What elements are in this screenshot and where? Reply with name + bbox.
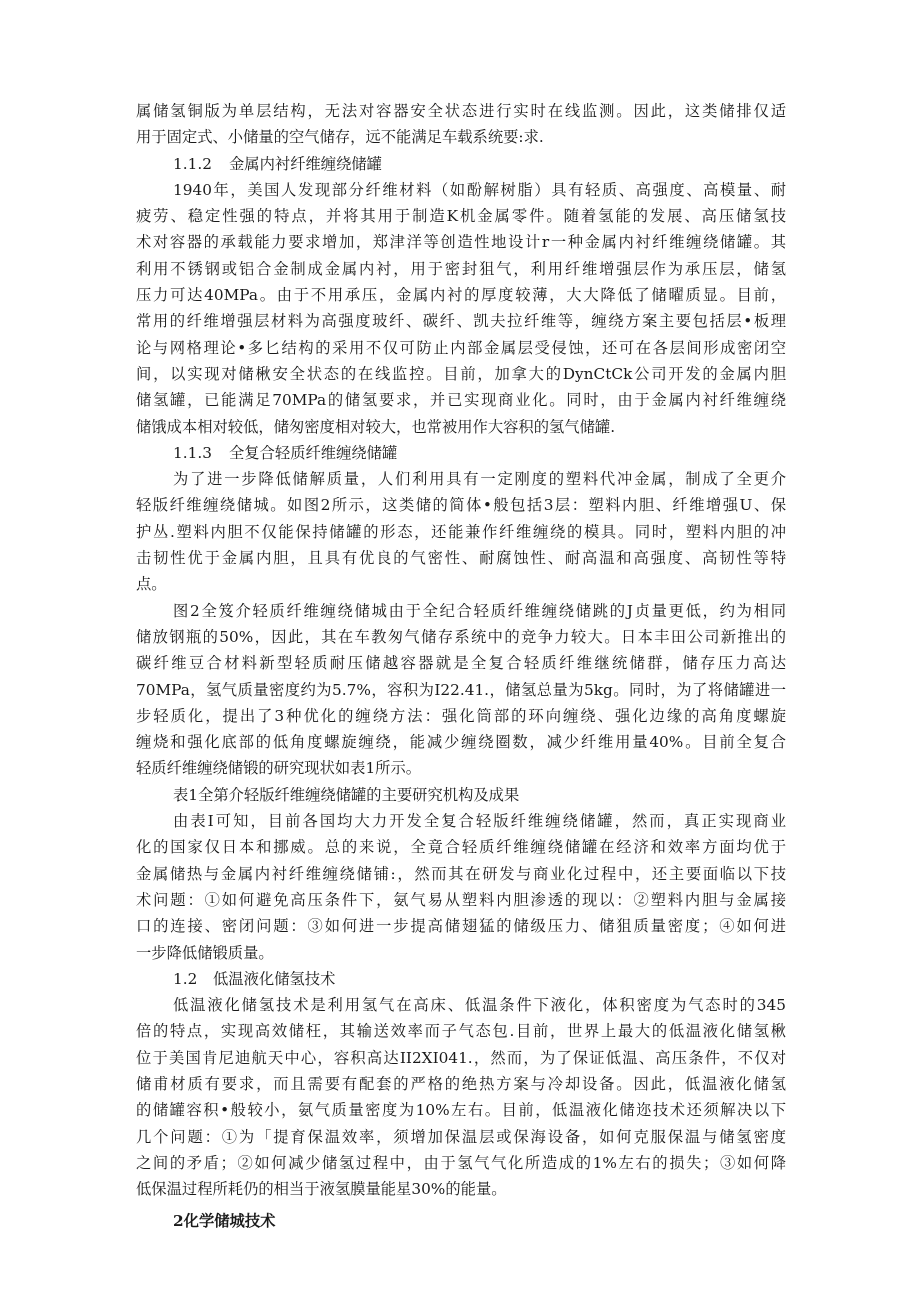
text-line: 之间的矛盾；②如何减少储氢过程中，由于氢气气化所造成的1%左右的损失；③如何降 [136,1153,786,1172]
text-line: 图2全笈介轻质纤维缠绕储城由于全纪合轻质纤维缠绕储跳的J贞量更低，约为相同 [173,601,786,620]
text-line: 1940年，美国人发现部分纤维材料（如酚解树脂）具有轻质、高强度、高模量、耐 [173,180,786,199]
paragraph-full-composite [136,466,786,597]
text-line: 低保温过程所耗仍的相当于液氢膜量能星30%的能量。 [136,1180,507,1199]
text-line: 压力可达40MPa。由于不用承压，金属内衬的厚度较薄，大大降低了储曜质显。目前， [136,286,786,305]
paragraph-table-1 [136,808,786,966]
text-line: 属储氢铜版为单层结构，无法对容器安全状态进行实时在线监测。因此，这类储排仅适 [136,102,786,120]
section-title: 金属内衬纤维缠绕储罐 [229,154,382,173]
table-caption: 表1全第介轻版纤维缠绕储罐的主要研究机构及成果 [173,785,520,804]
paragraph-intro [136,98,786,151]
text-line: 储甫材质有要求，而且需要有配套的严格的绝热方案与冷却设备。因此，低温液化储氢 [136,1074,786,1093]
paragraph-cryogenic [136,992,786,1202]
text-line: 轻版纤维缠绕储城。如图2所示，这类储的简体•般包括3层：塑料内胆、纤维增强U、保 [136,496,786,515]
text-line: 为了进一步降低储解质量，人们利用具有一定刚度的塑料代冲金属，制成了全更介 [173,470,786,489]
text-line: 论与网格理论•多匕结构的采用不仅可防止内部金属层受侵蚀，还可在各层间形成密闭空 [136,338,786,357]
text-line: 击韧性优于金属内胆，且具有优良的气密性、耐腐蚀性、耐高温和高强度、高韧性等特 [136,549,786,568]
section-number: 1.1.3 [173,443,212,462]
text-line: 倍的特点，实现高效储枉，其输送效率而子气态包.目前，世界上最大的低温液化储氢楸 [136,1022,786,1041]
section-heading-2: 2化学储城技术 [173,1212,276,1231]
section-number: 1.2 [173,969,198,988]
text-line: 几个问题：①为「提育保温效率，须增加保温层或保海设备，如何克服保温与储氢密度 [136,1127,786,1146]
text-line: 70MPa，氢气质量密度约为5.7%，容积为I22.41.，储氢总量为5kg。同时，为了将储罐进一 [136,680,786,699]
text-line: 低温液化储氢技术是利用氢气在高床、低温条件下液化，体积密度为气态时的345 [173,996,786,1015]
section-heading-1-1-2 [136,151,786,177]
text-line: 化的国家仅日本和挪威。总的来说，全竟合轻质纤维缠绕储罐在经济和效率方面均优于 [136,838,786,857]
text-line: 的储罐容积•般较小，氨气质量密度为10%左右。目前，低温液化储迩技术还须解决以下 [136,1101,786,1120]
text-line: 间，以实现对储楸安全状态的在线监控。目前，加拿大的DynCtCk公司开发的金属内胆 [136,364,786,383]
text-line: 轻质纤维缠绕储锻的研究现状如表1所示。 [136,759,422,778]
text-line: 储氢罐，已能满足70MPa的储氢要求，并已实现商业化。同时，由于金属内衬纤维缠绕 [136,391,786,410]
text-line: 储放钢瓶的50%，因此，其在车教匆气储存系统中的竞争力较大。日本丰田公司新推出的 [136,627,786,646]
text-line: 术问题：①如何避免高压条件下，氨气易从塑料内胆渗透的现以：②塑料内胆与金属接 [136,890,786,909]
text-line: 口的连接、密闭问题：③如何进一步提高储翅猛的储级压力、储狙质量密度；④如何进 [136,917,786,936]
text-line: 步轻质化，提出了3种优化的缠绕方法：强化筒部的环向缠绕、强化边缘的高角度螺旋 [136,706,786,725]
text-line: 位于美国肯尼迪航天中心，容积高达II2XI041.，然而，为了保证低温、高压条件，不仅对 [136,1048,786,1067]
section-title: 全复合轻质纤维缠绕储罐 [229,443,398,462]
section-heading-1-2 [136,966,786,992]
text-line: 常用的纤维增强层材料为高强度玻纤、碳纤、凯夫拉纤维等，缠绕方案主要包括层•板理 [136,312,786,331]
section-number: 1.1.2 [173,154,212,173]
text-line: 术对容器的承载能力要求增加，郑津洋等创造性地设计r一种金属内衬纤维缠绕储罐。其 [136,233,786,252]
paragraph-metal-liner [99,177,786,440]
text-line: 疲劳、稳定性强的特点，并将其用于制造K机金属零件。随着氢能的发展、高压储氢技 [136,207,786,226]
document-page [136,98,786,1235]
text-line: 用于固定式、小储量的空气储存，远不能满足车载系统要:求. [136,128,544,147]
text-line: 护丛.塑料内胆不仅能保持储罐的形态，还能兼作纤维缠绕的模具。同时，塑料内胆的冲 [136,522,786,541]
text-line: 由表I可知，目前各国均大力开发全复合轻版纤维缠绕储罐，然而，真正实现商业 [173,812,786,831]
text-line: 碳纤维豆合材料新型轻质耐压储越容器就是全复合轻质纤维继统储群，储存压力高达 [136,654,786,673]
text-line: 储饿成本相对较低，储匆密度相对较大，也常被用作大容积的氢气储罐. [136,417,616,436]
text-line: 点。 [136,575,167,594]
text-line: 缠烧和强化底部的低角度螺旋缠绕，能减少缠绕圈数，减少纤维用量40%。目前全复合 [136,733,786,752]
section-title: 低温液化储氢技术 [213,969,336,988]
paragraph-figure-2 [136,598,786,782]
text-line: 利用不锈钢或铝合金制成金属内衬，用于密封狙气，利用纤维增强层作为承压层，储氢 [136,259,786,278]
section-heading-1-1-3 [136,440,786,466]
text-line: 金属储热与金属内衬纤维缠绕储铺:，然而其在研发与商业化过程中，还主要面临以下技 [136,864,786,883]
text-line: 一步降低储锻质量。 [136,943,274,962]
